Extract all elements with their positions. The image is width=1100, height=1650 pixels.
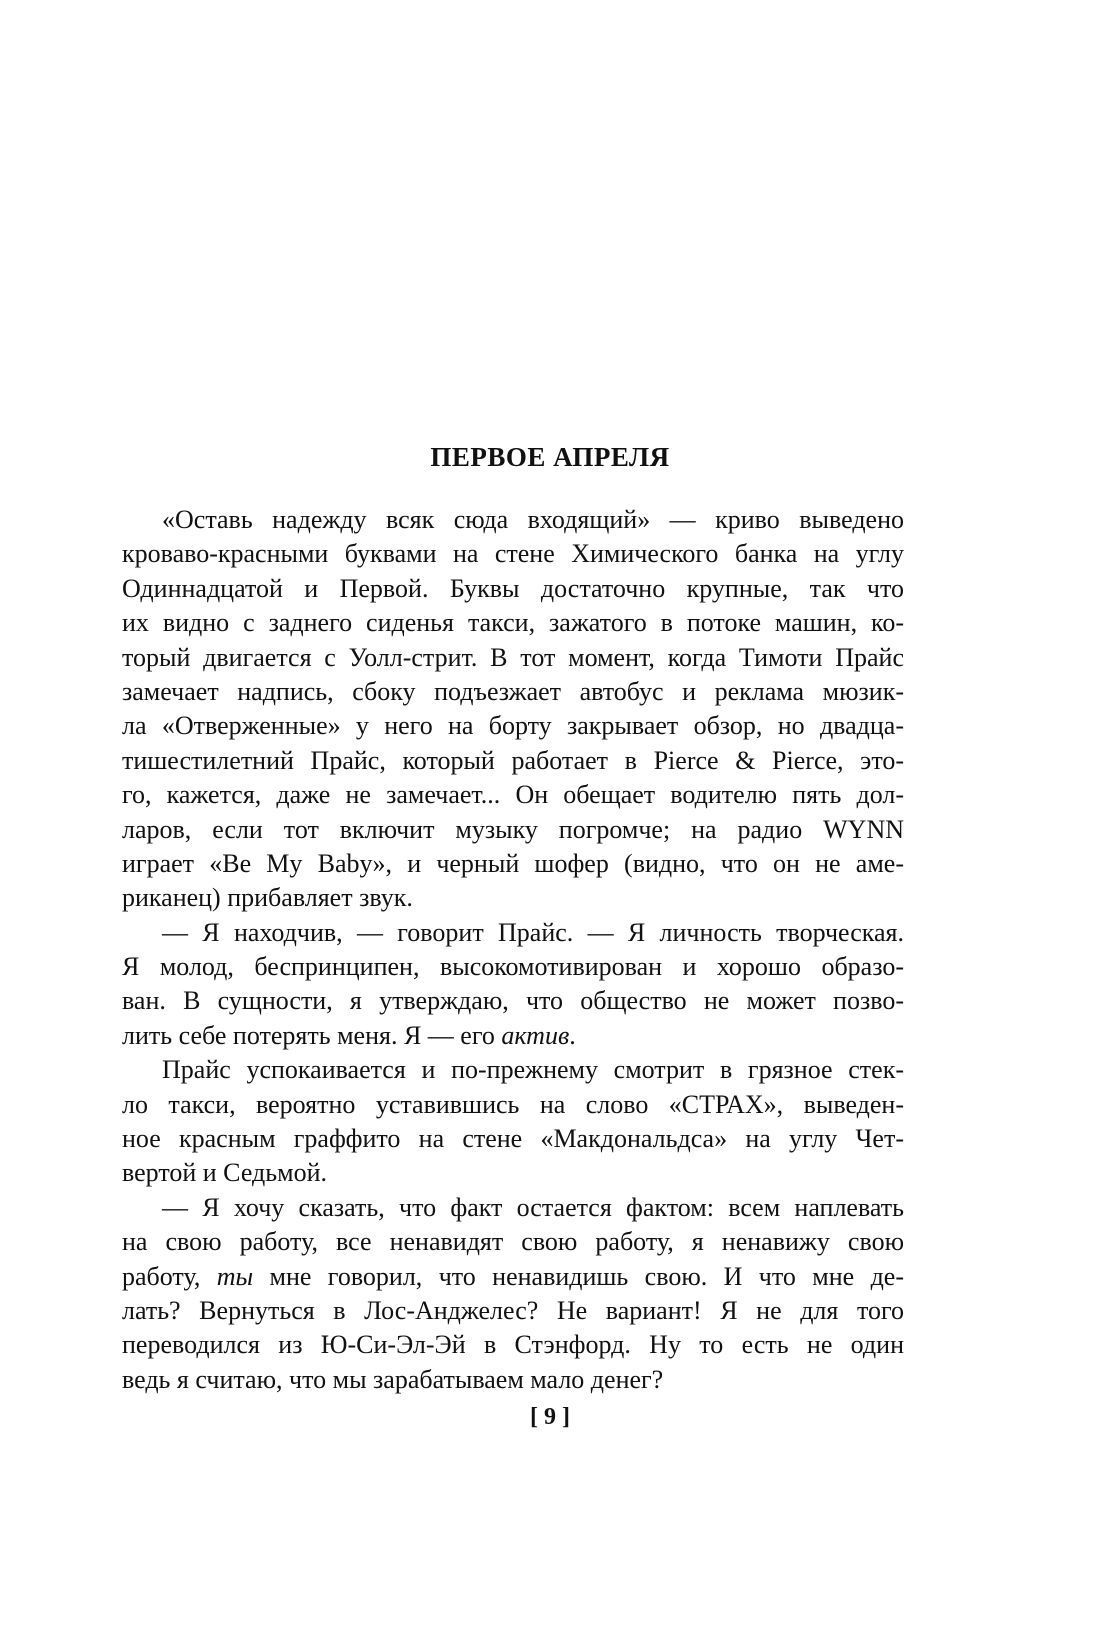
italic-emphasis: актив [501,1020,570,1050]
text-line: ван. В сущности, я утверждаю, что общество не может позво- [122,986,904,1016]
text-segment: . [569,1020,576,1050]
text-line: — Я находчив, — говорит Прайс. — Я личность творческая. [162,917,904,947]
italic-emphasis: ты [216,1261,254,1291]
text-line: играет «Be My Baby», и черный шофер (видно, что он не аме- [122,848,904,878]
text-line: ведь я считаю, что мы зарабатываем мало денег? [122,1364,664,1394]
text-line [122,1019,904,1053]
chapter-title: ПЕРВОЕ АПРЕЛЯ [430,442,670,472]
text-line: замечает надпись, сбоку подъезжает автобус и реклама мюзик- [122,676,904,706]
text-line: их видно с заднего сиденья такси, зажатого в потоке машин, ко- [122,608,904,638]
text-line: ло такси, вероятно уставившись на слово «СТРАХ», выведен- [122,1089,904,1119]
text-line: переводился из Ю-Си-Эл-Эй в Стэнфорд. Ну то есть не один [122,1330,904,1360]
text-line [122,1260,904,1294]
text-segment: работу, [122,1261,217,1291]
text-line: вертой и Седьмой. [122,1158,327,1188]
text-line: Я молод, беспринципен, высокомотивирован и хорошо образо- [122,952,904,982]
text-line: го, кажется, даже не замечает... Он обещает водителю пять дол- [122,780,904,810]
text-segment: мне говорил, что ненавидишь свою. И что мне де- [253,1261,904,1291]
text-line: торый двигается с Уолл-стрит. В тот момент, когда Тимоти Прайс [122,642,904,672]
text-line: лать? Вернуться в Лос-Анджелес? Не вариант! Я не для того [122,1295,904,1325]
text-line: — Я хочу сказать, что факт остается фактом: всем наплевать [162,1192,904,1222]
text-line: ное красным граффито на стене «Макдональдса» на углу Чет- [122,1124,904,1154]
text-line: Прайс успокаивается и по-прежнему смотрит в грязное стек- [162,1055,904,1085]
text-line: «Оставь надежду всяк сюда входящий» — криво выведено [162,505,904,534]
text-line: ларов, если тот включит музыку погромче; на радио WYNN [122,814,904,844]
text-line: риканец) прибавляет звук. [122,883,413,913]
text-line: ла «Отверженные» у него на борту закрывает обзор, но двадца- [122,711,904,741]
body-text [122,503,904,1397]
page-number: [ 9 ] [530,1404,570,1430]
text-line: Одиннадцатой и Первой. Буквы достаточно крупные, так что [122,573,904,603]
text-segment: лить себе потерять меня. Я — его [122,1020,502,1050]
text-line: на свою работу, все ненавидят свою работу, я ненавижу свою [122,1227,904,1257]
text-line: кроваво-красными буквами на стене Химического банка на углу [122,539,904,569]
text-line: тишестилетний Прайс, который работает в Pierce & Pierce, это- [122,745,904,775]
